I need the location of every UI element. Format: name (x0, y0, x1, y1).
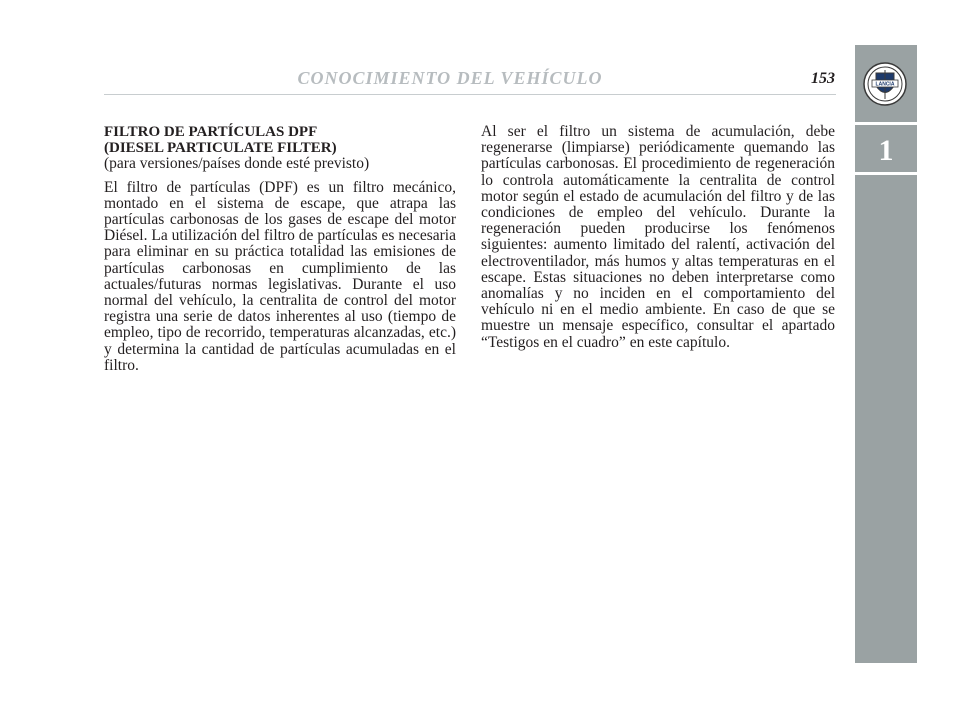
right-paragraph: Al ser el filtro un sistema de acumulación, debe regenerarse (limpiarse) periódicamente quemando las partículas carbonosas. El procedimiento de regeneración lo controla automáticamente la centralita de control motor según el estado de acumulación del filtro y de las condiciones de empleo del vehículo. Durante la regeneración pueden producirse los fenómenos siguientes: aumento limitado del ralentí, activación del electroventilador, más humos y altas temperaturas en el escape. Estas situaciones no deben interpretarse como anomalías y no inciden en el comportamiento del vehículo ni en el medio ambiente. En caso de que se muestre un mensaje específico, consultar el apartado “Testigos en el cuadro” en este capítulo. (481, 123, 835, 351)
section-title (104, 124, 456, 156)
page-number: 153 (811, 70, 835, 87)
section-subtitle: (para versiones/países donde esté previsto) (104, 155, 370, 173)
section-title-line-1: FILTRO DE PARTÍCULAS DPF (104, 124, 318, 140)
logo-text: LANCIA (875, 81, 895, 88)
header-rule (104, 94, 836, 95)
chapter-number: 1 (878, 134, 894, 167)
right-column (481, 124, 835, 351)
header-title: CONOCIMIENTO DEL VEHÍCULO (297, 68, 603, 88)
left-column (104, 124, 456, 374)
tab-divider-bottom (855, 172, 917, 175)
section-title-line-2: (DIESEL PARTICULATE FILTER) (104, 140, 337, 157)
tab-divider-top (855, 122, 917, 125)
lancia-shield-icon (862, 61, 908, 107)
lancia-logo (862, 61, 908, 107)
left-paragraph: El filtro de partículas (DPF) es un filtro mecánico, montado en el sistema de escape, que atrapa las partículas carbonosas de los gases de escape del motor Diésel. La utilización del filtro de partículas es necesaria para eliminar en su práctica totalidad las emisiones de partículas carbonosas en cumplimiento de las actuales/futuras normas legislativas. Durante el uso normal del vehículo, la centralita de control del motor registra una serie de datos inherentes al uso (tiempo de empleo, tipo de recorrido, temperaturas alcanzadas, etc.) y determina la cantidad de partículas acumuladas en el filtro. (104, 178, 456, 374)
